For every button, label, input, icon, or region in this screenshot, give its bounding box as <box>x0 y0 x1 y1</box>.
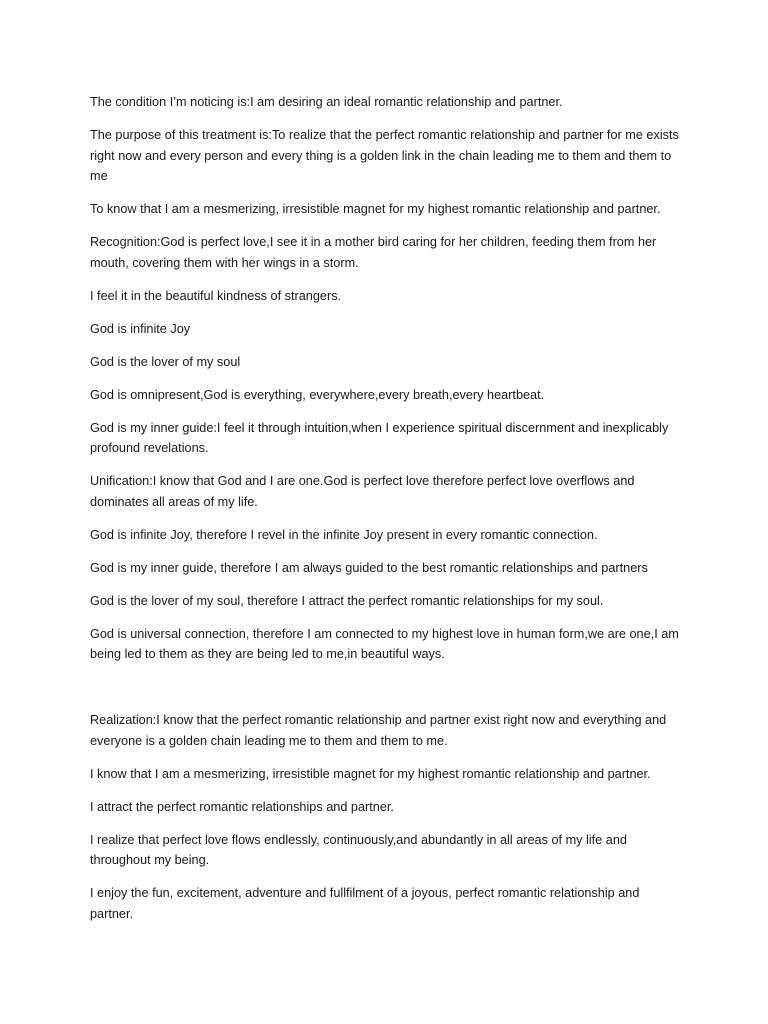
paragraph-kindness: I feel it in the beautiful kindness of strangers. <box>90 288 342 303</box>
paragraph-attract-soul: God is the lover of my soul, therefore I attract the perfect romantic relationships for my soul. <box>90 593 604 608</box>
paragraph-enjoy: I enjoy the fun, excitement, adventure and fullfilment of a joyous, perfect romantic relationship and partner. <box>90 886 640 921</box>
paragraph-inner-guide: God is my inner guide:I feel it through intuition,when I experience spiritual discernment and inexplicably profound revelations. <box>90 420 669 455</box>
paragraph-guided: God is my inner guide, therefore I am always guided to the best romantic relationships and partners <box>90 560 648 575</box>
paragraph-revel-joy: God is infinite Joy, therefore I revel in the infinite Joy present in every romantic connection. <box>90 527 598 542</box>
paragraph-lover-of-soul: God is the lover of my soul <box>90 354 241 369</box>
paragraph-attract-partner: I attract the perfect romantic relationships and partner. <box>90 799 394 814</box>
document-body <box>90 92 682 937</box>
paragraph-know-magnet: I know that I am a mesmerizing, irresistible magnet for my highest romantic relationship and partner. <box>90 766 651 781</box>
paragraph-blank <box>90 677 682 698</box>
paragraph-realization: Realization:I know that the perfect romantic relationship and partner exist right now and everything and everyone is a golden chain leading me to them and them to me. <box>90 713 667 748</box>
paragraph-purpose: The purpose of this treatment is:To realize that the perfect romantic relationship and partner for me exists right now and every person and every thing is a golden link in the chain leading me to them and them to me <box>90 128 679 183</box>
paragraph-infinite-joy: God is infinite Joy <box>90 321 191 336</box>
paragraph-condition: The condition I’m noticing is:I am desiring an ideal romantic relationship and partner. <box>90 95 563 109</box>
paragraph-magnet: To know that I am a mesmerizing, irresistible magnet for my highest romantic relationship and partner. <box>90 202 661 216</box>
paragraph-love-flows: I realize that perfect love flows endlessly, continuously,and abundantly in all areas of my life and throughout my being. <box>90 832 627 867</box>
paragraph-unification: Unification:I know that God and I are one.God is perfect love therefore perfect love overflows and dominates all areas of my life. <box>90 474 635 509</box>
paragraph-omnipresent: God is omnipresent,God is everything, everywhere,every breath,every heartbeat. <box>90 387 545 402</box>
paragraph-universal-connection: God is universal connection, therefore I am connected to my highest love in human form,we are one,I am being led to them as they are being led to me,in beautiful ways. <box>90 626 679 661</box>
paragraph-recognition: Recognition:God is perfect love,I see it in a mother bird caring for her children, feeding them from her mouth, covering them with her wings in a storm. <box>90 235 657 270</box>
